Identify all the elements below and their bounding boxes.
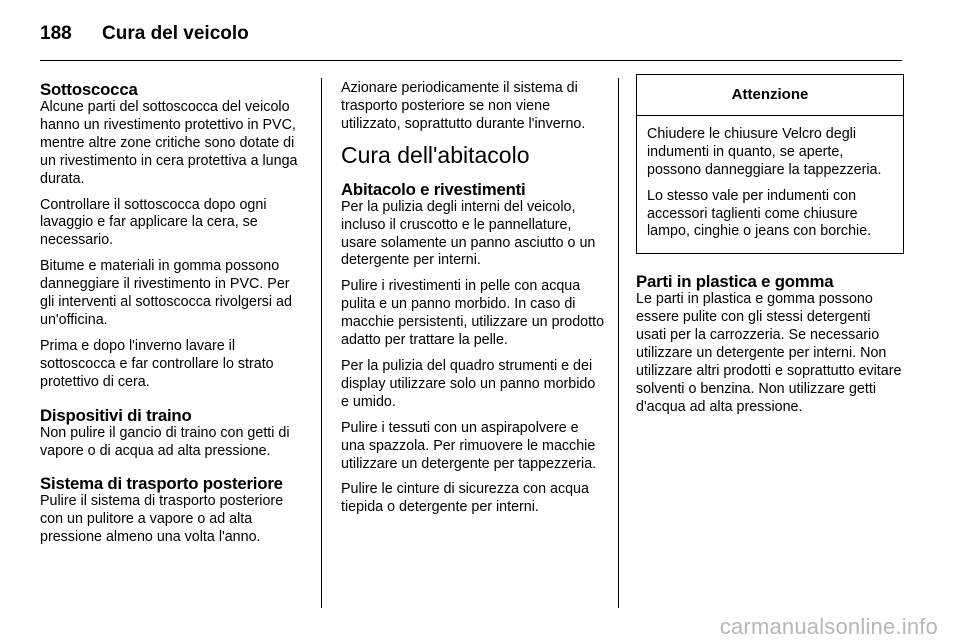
paragraph: Controllare il sottoscocca dopo ogni lavaggio e far applicare la cera, se necessario.: [40, 196, 267, 249]
heading-parti-plastica: Parti in plastica e gomma: [636, 272, 834, 292]
column-right: [636, 80, 904, 425]
header-divider: [40, 60, 902, 61]
heading-sistema-trasporto: Sistema di trasporto posteriore: [40, 474, 283, 494]
paragraph: Pulire il sistema di trasporto posteriore con un pulitore a vapore o ad alta pressione almeno una volta l'anno.: [40, 493, 284, 546]
page-header: [40, 16, 249, 52]
paragraph: Alcune parti del sottoscocca del veicolo hanno un rivestimento protettivo in PVC, mentre altre zone critiche sono dotate di un rivestimento in cera protettiva a lunga durata.: [40, 99, 298, 187]
chapter-title: Cura del veicolo: [102, 23, 249, 44]
paragraph: Azionare periodicamente il sistema di trasporto posteriore se non viene utilizzato, soprattutto durante l'inverno.: [341, 80, 586, 132]
paragraph: Le parti in plastica e gomma possono essere pulite con gli stessi detergenti usati per la carrozzeria. Se necessario utilizzare un detergente per interni. Non utilizzare altri prodotti e soprattutto evitare solventi o benzina. Non utilizzare getti d'acqua ad alta pressione.: [636, 291, 902, 415]
paragraph: Lo stesso vale per indumenti con accessori taglienti come chiusure lampo, cinghie o jeans con borchie.: [647, 187, 872, 240]
paragraph: Pulire le cinture di sicurezza con acqua tiepida o detergente per interni.: [341, 481, 589, 516]
warning-box: [636, 74, 904, 254]
warning-body: [637, 116, 903, 253]
paragraph: Non pulire il gancio di traino con getti di vapore o di acqua ad alta pressione.: [40, 424, 290, 459]
heading-sottoscocca: Sottoscocca: [40, 80, 138, 99]
watermark: carmanualsonline.info: [719, 614, 938, 639]
section-title: Cura dell'abitacolo: [341, 141, 530, 168]
column-middle: [341, 80, 605, 525]
heading-dispositivi-traino: Dispositivi di traino: [40, 405, 192, 425]
paragraph: Per la pulizia degli interni del veicolo, incluso il cruscotto e le pannellature, usare solamente un panno asciutto o un detergente per interni.: [341, 198, 596, 269]
paragraph: Prima e dopo l'inverno lavare il sottoscocca e far controllare lo strato protettivo di cera.: [40, 337, 274, 390]
paragraph: Pulire i rivestimenti in pelle con acqua pulita e un panno morbido. In caso di macchie persistenti, utilizzare un prodotto adatto per trattare la pelle.: [341, 278, 605, 349]
page-number: 188: [40, 23, 72, 44]
column-left: [40, 80, 304, 555]
paragraph: Chiudere le chiusure Velcro degli indumenti in quanto, se aperte, possono danneggiare la tappezzeria.: [647, 125, 882, 178]
paragraph: Bitume e materiali in gomma possono danneggiare il rivestimento in PVC. Per gli interventi al sottoscocca rivolgersi ad un'officina.: [40, 258, 292, 328]
column-divider-1: [321, 78, 322, 608]
column-divider-2: [618, 78, 619, 608]
paragraph: Pulire i tessuti con un aspirapolvere e una spazzola. Per rimuovere le macchie utilizzare un detergente per tappezzeria.: [341, 419, 597, 472]
paragraph: Per la pulizia del quadro strumenti e dei display utilizzare solo un panno morbido e umido.: [341, 357, 596, 410]
heading-abitacolo: Abitacolo e rivestimenti: [341, 179, 526, 199]
warning-title: Attenzione: [637, 75, 903, 116]
